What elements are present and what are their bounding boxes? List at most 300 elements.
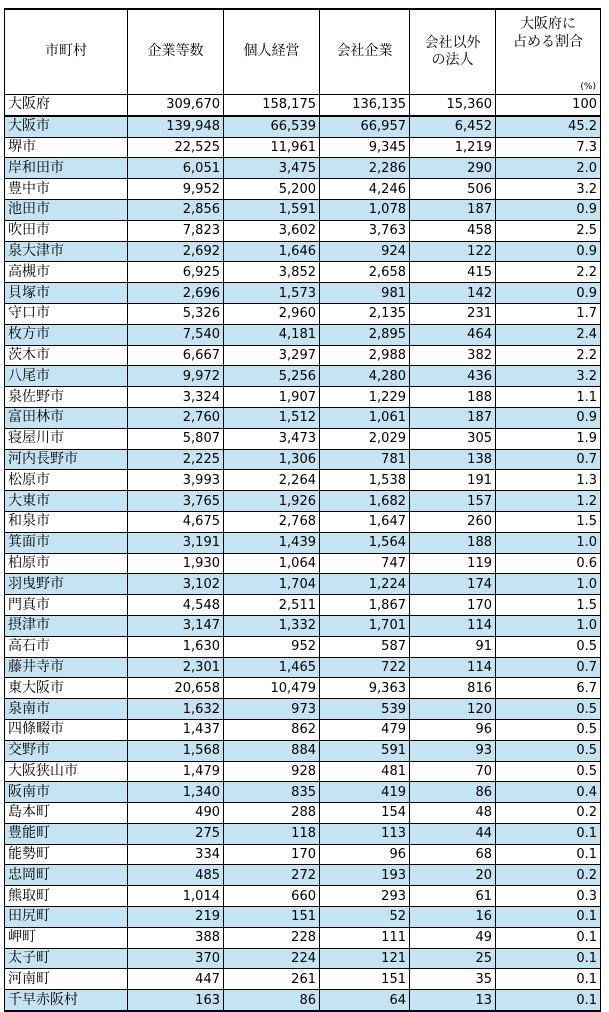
table-row: [5, 449, 601, 470]
cell-company: 64: [320, 990, 410, 1011]
cell-municipality: 高槻市: [5, 262, 128, 283]
cell-municipality: 島本町: [5, 803, 128, 824]
cell-company: 419: [320, 782, 410, 803]
cell-other-corp: 170: [410, 595, 496, 616]
cell-municipality: 岬町: [5, 927, 128, 948]
cell-other-corp: 122: [410, 241, 496, 262]
header-row: [5, 9, 601, 95]
cell-municipality: 大阪狭山市: [5, 761, 128, 782]
cell-enterprises: 6,925: [128, 262, 224, 283]
cell-other-corp: 86: [410, 782, 496, 803]
cell-municipality: 枚方市: [5, 324, 128, 345]
cell-other-corp: 458: [410, 220, 496, 241]
table-row: [5, 636, 601, 657]
cell-share: 1.1: [496, 387, 601, 408]
table-row: [5, 366, 601, 387]
cell-enterprises: 1,568: [128, 740, 224, 761]
cell-company: 4,246: [320, 179, 410, 200]
cell-share: 0.1: [496, 844, 601, 865]
cell-individual: 2,768: [224, 511, 320, 532]
table-row: [5, 719, 601, 740]
table-row: [5, 116, 601, 137]
cell-enterprises: 9,972: [128, 366, 224, 387]
cell-share: 0.5: [496, 740, 601, 761]
cell-municipality: 門真市: [5, 595, 128, 616]
cell-other-corp: 96: [410, 719, 496, 740]
cell-enterprises: 1,930: [128, 553, 224, 574]
cell-other-corp: 13: [410, 990, 496, 1011]
table-row: [5, 262, 601, 283]
cell-enterprises: 6,051: [128, 158, 224, 179]
cell-other-corp: 142: [410, 283, 496, 304]
cell-company: 1,701: [320, 615, 410, 636]
cell-other-corp: 415: [410, 262, 496, 283]
cell-enterprises: 388: [128, 927, 224, 948]
table-row: [5, 969, 601, 990]
table-row: [5, 283, 601, 304]
cell-share: 1.5: [496, 511, 601, 532]
cell-company: 924: [320, 241, 410, 262]
cell-enterprises: 2,225: [128, 449, 224, 470]
cell-other-corp: 16: [410, 907, 496, 928]
cell-individual: 5,256: [224, 366, 320, 387]
cell-municipality: 忠岡町: [5, 865, 128, 886]
cell-other-corp: 91: [410, 636, 496, 657]
cell-enterprises: 3,147: [128, 615, 224, 636]
cell-enterprises: 3,191: [128, 532, 224, 553]
header-share: [496, 9, 601, 95]
table-row: [5, 740, 601, 761]
cell-municipality: 河南町: [5, 969, 128, 990]
cell-share: 1.5: [496, 595, 601, 616]
table-row: [5, 927, 601, 948]
cell-share: 0.1: [496, 927, 601, 948]
cell-enterprises: 4,675: [128, 511, 224, 532]
cell-municipality: 高石市: [5, 636, 128, 657]
cell-individual: 151: [224, 907, 320, 928]
cell-individual: 2,511: [224, 595, 320, 616]
cell-share: 1.0: [496, 574, 601, 595]
cell-company: 587: [320, 636, 410, 657]
cell-share: 0.9: [496, 283, 601, 304]
cell-share: 7.3: [496, 137, 601, 158]
cell-share: 0.9: [496, 241, 601, 262]
cell-other-corp: 231: [410, 303, 496, 324]
cell-other-corp: 187: [410, 407, 496, 428]
cell-company: 9,363: [320, 678, 410, 699]
cell-individual: 158,175: [224, 95, 320, 116]
table-row: [5, 324, 601, 345]
cell-enterprises: 1,630: [128, 636, 224, 657]
cell-individual: 272: [224, 865, 320, 886]
cell-share: 0.2: [496, 803, 601, 824]
cell-share: 1.2: [496, 491, 601, 512]
cell-individual: 660: [224, 886, 320, 907]
table-row: [5, 532, 601, 553]
cell-share: 2.4: [496, 324, 601, 345]
cell-enterprises: 1,014: [128, 886, 224, 907]
cell-company: 1,647: [320, 511, 410, 532]
cell-municipality: 守口市: [5, 303, 128, 324]
cell-company: 981: [320, 283, 410, 304]
cell-individual: 884: [224, 740, 320, 761]
cell-enterprises: 485: [128, 865, 224, 886]
cell-company: 1,061: [320, 407, 410, 428]
cell-enterprises: 1,632: [128, 699, 224, 720]
cell-other-corp: 816: [410, 678, 496, 699]
cell-company: 2,135: [320, 303, 410, 324]
cell-enterprises: 22,525: [128, 137, 224, 158]
cell-company: 722: [320, 657, 410, 678]
cell-share: 1.3: [496, 470, 601, 491]
cell-municipality: 河内長野市: [5, 449, 128, 470]
cell-municipality: 能勢町: [5, 844, 128, 865]
cell-share: 0.5: [496, 761, 601, 782]
cell-company: 1,867: [320, 595, 410, 616]
cell-company: 52: [320, 907, 410, 928]
cell-municipality: 泉南市: [5, 699, 128, 720]
table-row: [5, 803, 601, 824]
header-other-corp: [410, 9, 496, 95]
cell-enterprises: 2,301: [128, 657, 224, 678]
cell-municipality: 和泉市: [5, 511, 128, 532]
cell-other-corp: 305: [410, 428, 496, 449]
cell-other-corp: 1,219: [410, 137, 496, 158]
cell-other-corp: 25: [410, 948, 496, 969]
cell-share: 0.4: [496, 782, 601, 803]
cell-company: 2,895: [320, 324, 410, 345]
table-row: [5, 678, 601, 699]
table-row: [5, 948, 601, 969]
cell-individual: 1,332: [224, 615, 320, 636]
cell-enterprises: 1,479: [128, 761, 224, 782]
cell-individual: 118: [224, 823, 320, 844]
header-enterprises: [128, 9, 224, 95]
cell-other-corp: 61: [410, 886, 496, 907]
cell-other-corp: 464: [410, 324, 496, 345]
cell-other-corp: 187: [410, 199, 496, 220]
header-share-line1: 大阪府に: [520, 16, 576, 32]
table-row: [5, 823, 601, 844]
cell-company: 96: [320, 844, 410, 865]
header-other-corp-line1: 会社以外: [424, 34, 481, 51]
cell-individual: 4,181: [224, 324, 320, 345]
cell-company: 1,538: [320, 470, 410, 491]
cell-municipality: 岸和田市: [5, 158, 128, 179]
cell-enterprises: 9,952: [128, 179, 224, 200]
cell-share: 0.7: [496, 657, 601, 678]
cell-enterprises: 309,670: [128, 95, 224, 116]
cell-other-corp: 114: [410, 657, 496, 678]
cell-individual: 973: [224, 699, 320, 720]
cell-individual: 1,907: [224, 387, 320, 408]
cell-company: 3,763: [320, 220, 410, 241]
cell-other-corp: 506: [410, 179, 496, 200]
cell-enterprises: 5,326: [128, 303, 224, 324]
cell-individual: 2,960: [224, 303, 320, 324]
cell-individual: 1,439: [224, 532, 320, 553]
header-share-unit: (%): [580, 81, 596, 92]
cell-company: 9,345: [320, 137, 410, 158]
cell-enterprises: 275: [128, 823, 224, 844]
cell-individual: 1,646: [224, 241, 320, 262]
cell-individual: 1,704: [224, 574, 320, 595]
cell-company: 151: [320, 969, 410, 990]
cell-municipality: 池田市: [5, 199, 128, 220]
table-row: [5, 657, 601, 678]
cell-municipality: 茨木市: [5, 345, 128, 366]
cell-share: 0.3: [496, 886, 601, 907]
cell-individual: 3,297: [224, 345, 320, 366]
cell-municipality: 柏原市: [5, 553, 128, 574]
cell-other-corp: 15,360: [410, 95, 496, 116]
cell-municipality: 熊取町: [5, 886, 128, 907]
cell-share: 1.0: [496, 615, 601, 636]
table-row: [5, 595, 601, 616]
cell-individual: 928: [224, 761, 320, 782]
table-row: [5, 95, 601, 116]
cell-other-corp: 188: [410, 387, 496, 408]
cell-municipality: 富田林市: [5, 407, 128, 428]
cell-enterprises: 139,948: [128, 116, 224, 137]
header-company: [320, 9, 410, 95]
cell-municipality: 大東市: [5, 491, 128, 512]
cell-other-corp: 157: [410, 491, 496, 512]
cell-other-corp: 120: [410, 699, 496, 720]
cell-individual: 1,465: [224, 657, 320, 678]
cell-enterprises: 7,540: [128, 324, 224, 345]
table-row: [5, 491, 601, 512]
cell-share: 0.1: [496, 823, 601, 844]
cell-municipality: 太子町: [5, 948, 128, 969]
table-header: [5, 9, 601, 95]
cell-company: 136,135: [320, 95, 410, 116]
table-row: [5, 615, 601, 636]
cell-enterprises: 334: [128, 844, 224, 865]
cell-individual: 288: [224, 803, 320, 824]
cell-other-corp: 119: [410, 553, 496, 574]
table-row: [5, 220, 601, 241]
cell-enterprises: 447: [128, 969, 224, 990]
table-row: [5, 907, 601, 928]
cell-share: 1.0: [496, 532, 601, 553]
cell-enterprises: 2,760: [128, 407, 224, 428]
cell-share: 100: [496, 95, 601, 116]
header-individual-label: 個人経営: [243, 43, 300, 60]
header-share-line2: 占める割合: [513, 33, 583, 50]
cell-individual: 3,473: [224, 428, 320, 449]
cell-share: 1.7: [496, 303, 601, 324]
cell-other-corp: 6,452: [410, 116, 496, 137]
cell-company: 66,957: [320, 116, 410, 137]
cell-company: 193: [320, 865, 410, 886]
table-row: [5, 303, 601, 324]
cell-share: 0.2: [496, 865, 601, 886]
cell-share: 45.2: [496, 116, 601, 137]
cell-other-corp: 44: [410, 823, 496, 844]
enterprise-statistics-table: [4, 8, 601, 1012]
cell-individual: 1,512: [224, 407, 320, 428]
header-enterprises-label: 企業等数: [147, 43, 204, 60]
cell-share: 1.9: [496, 428, 601, 449]
cell-municipality: 大阪府: [5, 95, 128, 116]
header-company-label: 会社企業: [336, 43, 393, 60]
cell-individual: 952: [224, 636, 320, 657]
cell-enterprises: 2,696: [128, 283, 224, 304]
cell-individual: 1,306: [224, 449, 320, 470]
cell-enterprises: 370: [128, 948, 224, 969]
cell-municipality: 羽曳野市: [5, 574, 128, 595]
cell-individual: 11,961: [224, 137, 320, 158]
cell-enterprises: 7,823: [128, 220, 224, 241]
cell-company: 2,286: [320, 158, 410, 179]
table-row: [5, 137, 601, 158]
cell-company: 479: [320, 719, 410, 740]
cell-other-corp: 188: [410, 532, 496, 553]
cell-enterprises: 3,102: [128, 574, 224, 595]
cell-other-corp: 436: [410, 366, 496, 387]
cell-share: 0.9: [496, 199, 601, 220]
cell-share: 3.2: [496, 366, 601, 387]
header-other-corp-line2: の法人: [431, 52, 474, 68]
cell-share: 6.7: [496, 678, 601, 699]
cell-municipality: 東大阪市: [5, 678, 128, 699]
cell-individual: 86: [224, 990, 320, 1011]
cell-enterprises: 2,856: [128, 199, 224, 220]
cell-other-corp: 260: [410, 511, 496, 532]
cell-company: 1,564: [320, 532, 410, 553]
cell-company: 2,988: [320, 345, 410, 366]
cell-company: 539: [320, 699, 410, 720]
cell-municipality: 豊能町: [5, 823, 128, 844]
table-body: [5, 95, 601, 1012]
cell-company: 781: [320, 449, 410, 470]
cell-other-corp: 138: [410, 449, 496, 470]
cell-municipality: 泉大津市: [5, 241, 128, 262]
cell-company: 481: [320, 761, 410, 782]
cell-individual: 1,064: [224, 553, 320, 574]
cell-enterprises: 163: [128, 990, 224, 1011]
enterprise-table-container: [4, 8, 601, 1012]
cell-individual: 835: [224, 782, 320, 803]
cell-individual: 1,573: [224, 283, 320, 304]
cell-company: 2,029: [320, 428, 410, 449]
cell-individual: 2,264: [224, 470, 320, 491]
cell-share: 3.2: [496, 179, 601, 200]
cell-municipality: 千早赤阪村: [5, 990, 128, 1011]
cell-individual: 66,539: [224, 116, 320, 137]
cell-share: 0.1: [496, 990, 601, 1011]
cell-individual: 862: [224, 719, 320, 740]
cell-municipality: 堺市: [5, 137, 128, 158]
cell-individual: 1,926: [224, 491, 320, 512]
cell-company: 293: [320, 886, 410, 907]
cell-company: 111: [320, 927, 410, 948]
cell-enterprises: 3,765: [128, 491, 224, 512]
cell-share: 0.5: [496, 719, 601, 740]
cell-municipality: 四條畷市: [5, 719, 128, 740]
table-row: [5, 407, 601, 428]
cell-other-corp: 93: [410, 740, 496, 761]
cell-share: 0.5: [496, 699, 601, 720]
cell-individual: 5,200: [224, 179, 320, 200]
cell-share: 0.1: [496, 969, 601, 990]
cell-individual: 170: [224, 844, 320, 865]
cell-municipality: 泉佐野市: [5, 387, 128, 408]
cell-company: 1,078: [320, 199, 410, 220]
cell-share: 0.1: [496, 948, 601, 969]
cell-enterprises: 490: [128, 803, 224, 824]
cell-company: 591: [320, 740, 410, 761]
table-row: [5, 844, 601, 865]
cell-company: 113: [320, 823, 410, 844]
table-row: [5, 782, 601, 803]
cell-municipality: 豊中市: [5, 179, 128, 200]
cell-enterprises: 3,993: [128, 470, 224, 491]
cell-other-corp: 382: [410, 345, 496, 366]
cell-municipality: 阪南市: [5, 782, 128, 803]
cell-municipality: 田尻町: [5, 907, 128, 928]
table-row: [5, 428, 601, 449]
cell-enterprises: 5,807: [128, 428, 224, 449]
cell-enterprises: 4,548: [128, 595, 224, 616]
header-municipality-label: 市町村: [45, 43, 87, 60]
table-row: [5, 990, 601, 1011]
cell-share: 0.9: [496, 407, 601, 428]
table-row: [5, 241, 601, 262]
table-row: [5, 470, 601, 491]
cell-other-corp: 35: [410, 969, 496, 990]
cell-enterprises: 3,324: [128, 387, 224, 408]
cell-other-corp: 68: [410, 844, 496, 865]
table-row: [5, 761, 601, 782]
cell-company: 2,658: [320, 262, 410, 283]
cell-enterprises: 219: [128, 907, 224, 928]
table-row: [5, 553, 601, 574]
cell-municipality: 交野市: [5, 740, 128, 761]
cell-company: 154: [320, 803, 410, 824]
table-row: [5, 511, 601, 532]
cell-enterprises: 20,658: [128, 678, 224, 699]
header-municipality: [5, 9, 128, 95]
cell-individual: 3,602: [224, 220, 320, 241]
cell-other-corp: 174: [410, 574, 496, 595]
cell-share: 2.5: [496, 220, 601, 241]
table-row: [5, 699, 601, 720]
cell-company: 121: [320, 948, 410, 969]
cell-share: 0.1: [496, 907, 601, 928]
table-row: [5, 865, 601, 886]
cell-individual: 3,475: [224, 158, 320, 179]
cell-share: 2.2: [496, 345, 601, 366]
cell-municipality: 松原市: [5, 470, 128, 491]
cell-individual: 3,852: [224, 262, 320, 283]
cell-enterprises: 6,667: [128, 345, 224, 366]
cell-share: 0.7: [496, 449, 601, 470]
table-row: [5, 387, 601, 408]
cell-share: 2.2: [496, 262, 601, 283]
cell-other-corp: 114: [410, 615, 496, 636]
cell-other-corp: 290: [410, 158, 496, 179]
cell-other-corp: 70: [410, 761, 496, 782]
cell-company: 1,229: [320, 387, 410, 408]
table-row: [5, 179, 601, 200]
table-row: [5, 199, 601, 220]
cell-municipality: 八尾市: [5, 366, 128, 387]
cell-individual: 228: [224, 927, 320, 948]
cell-company: 747: [320, 553, 410, 574]
cell-municipality: 箕面市: [5, 532, 128, 553]
